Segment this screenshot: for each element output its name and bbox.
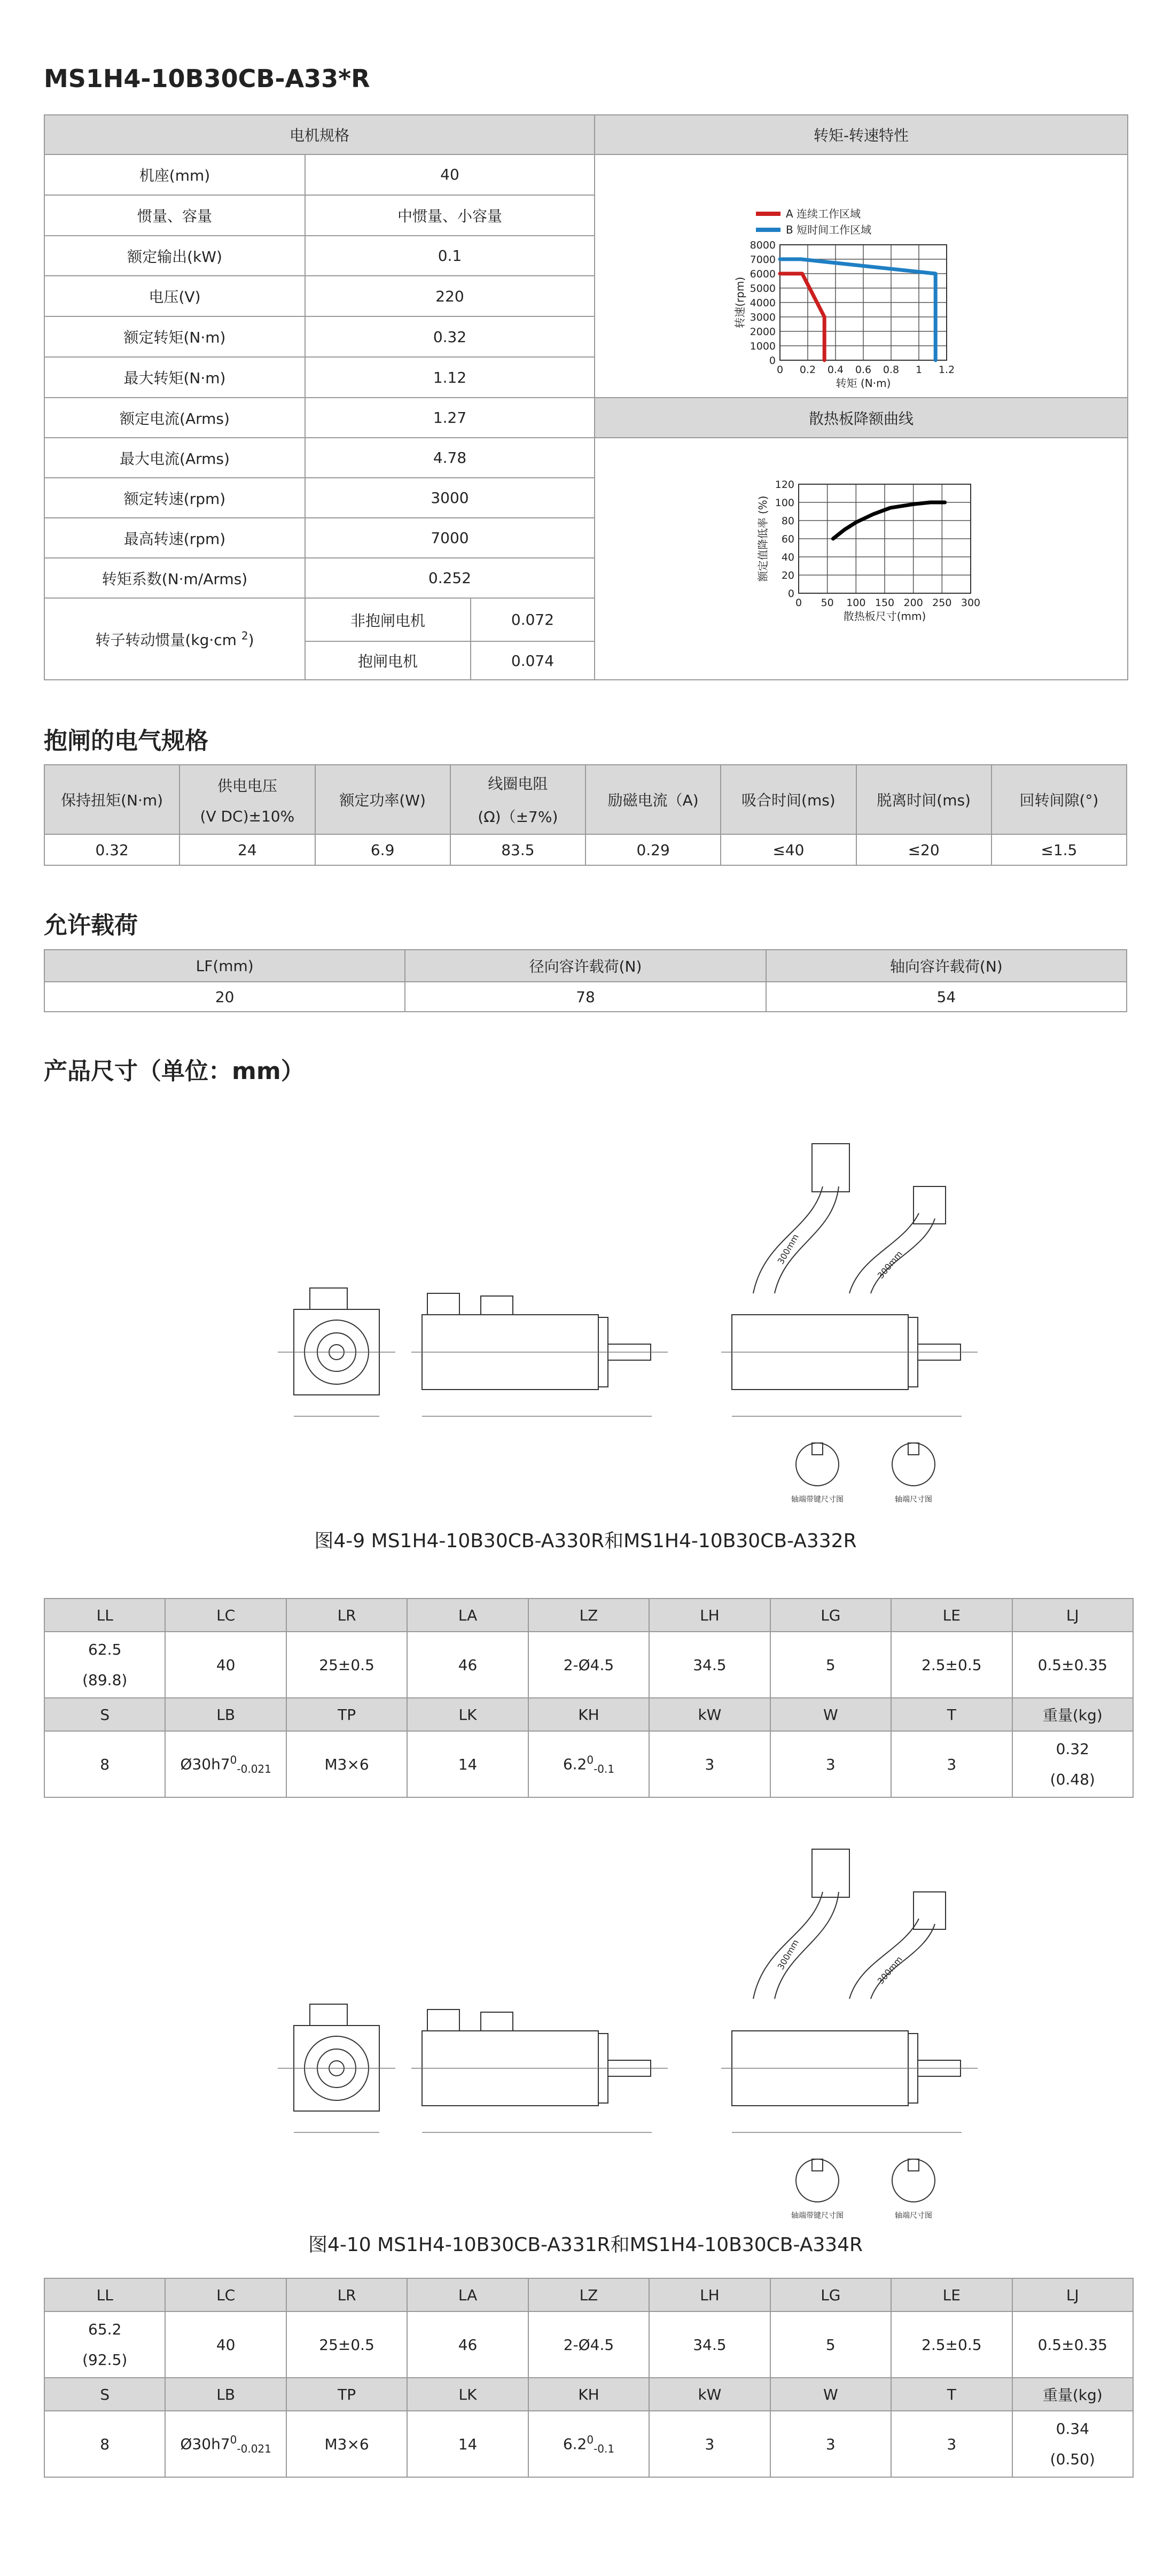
torque-speed-chart-cell [595,154,1128,398]
dim-value-cell: 46 [407,2311,528,2378]
dim-value-cell: 25±0.5 [286,1632,407,1698]
load-value-cell: 20 [44,982,405,1012]
spec-label: 转矩系数(N·m/Arms) [44,558,305,598]
connector-side-1 [427,1293,459,1315]
dimension-drawing-2 [251,1838,1010,2223]
brake-header-cell: 线圈电阻 (Ω)（±7%) [450,765,586,834]
dim-value-cell: 8 [44,2411,165,2477]
inertia-sub-value: 0.074 [471,641,595,680]
dimension-drawing-1 [251,1133,1010,1507]
inertia-label: 转子转动惯量(kg·cm $^2$) [44,598,305,680]
spec-value: 220 [305,276,595,316]
brake-header-cell: 额定功率(W) [315,765,450,834]
connector-plug-2 [914,1186,946,1224]
y-tick-label: 8000 [750,239,776,251]
spec-value: 4.78 [305,438,595,478]
legend-label: B 短时间工作区域 [786,223,872,236]
dim-header-cell: LJ [1012,2278,1134,2311]
spec-value: 1.27 [305,398,595,438]
shaft-end-plain [892,2159,935,2202]
dim-value-cell: M3×6 [286,2411,407,2477]
heat-panel-header: 散热板降额曲线 [595,398,1128,438]
dim-header-cell: S [44,1698,165,1731]
y-tick-label: 120 [775,479,794,491]
dim-value-cell: 62.5 (89.8) [44,1632,165,1698]
connector-side-1b [481,2012,513,2031]
brake-value-cell: 0.29 [586,834,721,865]
dim-header-cell: kW [649,2378,770,2411]
dim-value-cell: 3 [770,2411,891,2477]
load-header-cell: LF(mm) [44,950,405,982]
dim-header-cell: LE [891,1599,1012,1632]
key-slot-2 [908,2159,919,2171]
y-tick-label: 40 [781,552,794,563]
dim-value-cell: 3 [891,2411,1012,2477]
brake-table [44,764,1127,866]
dim-value-cell: 3 [891,1731,1012,1797]
dim-value-cell: $Ø30h7^0_{-0.021}$ [165,1731,286,1797]
dim-value-cell: 3 [649,1731,770,1797]
dim-header-cell: LG [770,1599,891,1632]
brake-value-cell: ≤40 [721,834,856,865]
spec-label: 额定转矩(N·m) [44,316,305,357]
spec-label: 惯量、容量 [44,195,305,236]
y-tick-label: 80 [781,515,794,527]
cable-2 [849,1213,919,1293]
key-slot [812,2159,823,2171]
load-header-cell: 径向容许载荷(N) [405,950,766,982]
dim-header-cell: LB [165,1698,286,1731]
x-tick-label: 100 [846,597,866,609]
motor-spec-header: 电机规格 [44,115,595,154]
dim-header-cell: LH [649,1599,770,1632]
x-tick-label: 0.2 [799,364,816,376]
dim-header-cell: TP [286,2378,407,2411]
y-tick-label: 100 [775,497,794,509]
dim-header-cell: LH [649,2278,770,2311]
dim-header-cell: KH [528,2378,649,2411]
y-tick-label: 3000 [750,312,776,323]
brake-header-cell: 保持扭矩(N·m) [44,765,179,834]
dim-value-cell: 34.5 [649,2311,770,2378]
x-tick-label: 1 [915,364,923,376]
y-tick-label: 5000 [750,283,776,294]
dim-header-cell: S [44,2378,165,2411]
spec-value: 3000 [305,478,595,518]
dim-header-cell: LC [165,1599,286,1632]
cable-length-label: 300mm [775,1937,801,1972]
dim-header-cell: LC [165,2278,286,2311]
spec-label: 额定输出(kW) [44,236,305,276]
front-connector [310,2004,347,2026]
dim-value-cell: 3 [770,1731,891,1797]
x-tick-label: 0.8 [883,364,900,376]
y-tick-label: 4000 [750,297,776,309]
brake-value-cell: 0.32 [44,834,179,865]
dim-value-cell: 0.34 (0.50) [1012,2411,1134,2477]
dim-value-cell: 2.5±0.5 [891,1632,1012,1698]
x-tick-label: 0 [795,597,802,609]
dim-value-cell: 14 [407,2411,528,2477]
connector-plug-2 [914,1892,946,1929]
dim-header-cell: T [891,1698,1012,1731]
load-section-title: 允许载荷 [44,912,138,939]
dims-section-title: 产品尺寸（单位：mm） [44,1058,305,1085]
x-tick-label: 1.2 [938,364,955,376]
brake-value-cell: 24 [179,834,315,865]
x-tick-label: 0 [776,364,784,376]
brake-header-cell: 回转间隙(°) [992,765,1127,834]
dim-value-cell: $Ø30h7^0_{-0.021}$ [165,2411,286,2477]
dim-header-cell: LB [165,2378,286,2411]
brake-header-cell: 脱离时间(ms) [856,765,992,834]
y-tick-label: 0 [787,588,794,600]
brake-value-cell: 83.5 [450,834,586,865]
y-tick-label: 0 [769,355,776,367]
key-slot-2 [908,1443,919,1455]
spec-value: 40 [305,154,595,195]
brake-header-cell: 励磁电流（A) [586,765,721,834]
dim-value-cell: 46 [407,1632,528,1698]
spec-label: 电压(V) [44,276,305,316]
y-tick-label: 1000 [750,340,776,352]
dim-value-cell: 3 [649,2411,770,2477]
cable-length-label: 300mm [875,1954,904,1987]
brake-value-cell: 6.9 [315,834,450,865]
figure-caption-1: 图4-9 MS1H4-10B30CB-A330R和MS1H4-10B30CB-A332R [314,1530,857,1552]
connector-plug-1 [812,1144,849,1192]
spec-value: 中惯量、小容量 [305,195,595,236]
dim-value-cell: 34.5 [649,1632,770,1698]
inertia-sub-value: 0.072 [471,598,595,641]
y-tick-label: 60 [781,533,794,545]
y-tick-label: 6000 [750,268,776,280]
dim-value-cell: 2-Ø4.5 [528,2311,649,2378]
dim-value-cell: 65.2 (92.5) [44,2311,165,2378]
dim-header-cell: LK [407,2378,528,2411]
x-tick-label: 150 [875,597,895,609]
heat-derating-chart-cell [595,438,1128,680]
brake-value-cell: ≤1.5 [992,834,1127,865]
key-slot [812,1443,823,1455]
dim-value-cell: 2-Ø4.5 [528,1632,649,1698]
dim-value-cell: 0.5±0.35 [1012,2311,1134,2378]
x-axis-label: 散热板尺寸(mm) [843,610,926,623]
inertia-sub-label: 抱闸电机 [305,641,471,680]
figure-caption-2: 图4-10 MS1H4-10B30CB-A331R和MS1H4-10B30CB-A334R [308,2234,863,2256]
dim-header-cell: LG [770,2278,891,2311]
x-tick-label: 0.6 [855,364,872,376]
shaft-end-label: 轴端带键尺寸图 [791,2212,844,2220]
brake-header-cell: 供电电压 (V DC)±10% [179,765,315,834]
dim-header-cell: T [891,2378,1012,2411]
front-connector [310,1288,347,1309]
spec-label: 额定转速(rpm) [44,478,305,518]
spec-value: 0.252 [305,558,595,598]
y-tick-label: 20 [781,570,794,581]
dim-value-cell: $6.2^0_{-0.1}$ [528,2411,649,2477]
x-tick-label: 300 [961,597,981,609]
dim-header-cell: LJ [1012,1599,1134,1632]
y-tick-label: 2000 [750,326,776,338]
inertia-sub-label: 非抱闸电机 [305,598,471,641]
page-title: MS1H4-10B30CB-A33*R [44,64,370,93]
cable-length-label: 300mm [775,1232,801,1266]
torque-speed-chart [596,155,1127,393]
spec-value: 0.1 [305,236,595,276]
x-tick-label: 50 [821,597,834,609]
dim-header-cell: LZ [528,1599,649,1632]
torque-panel-header: 转矩-转速特性 [595,115,1128,154]
dimension-table-2 [44,2278,1134,2478]
dim-header-cell: TP [286,1698,407,1731]
spec-label: 额定电流(Arms) [44,398,305,438]
dim-value-cell: 2.5±0.5 [891,2311,1012,2378]
dim-value-cell: 5 [770,2311,891,2378]
dim-value-cell: 0.5±0.35 [1012,1632,1134,1698]
spec-label: 机座(mm) [44,154,305,195]
dim-value-cell: M3×6 [286,1731,407,1797]
dim-value-cell: 40 [165,2311,286,2378]
cable-2 [849,1919,919,1999]
motor-spec-table [44,114,1128,680]
cable-length-label: 300mm [875,1248,904,1281]
load-value-cell: 78 [405,982,766,1012]
dim-header-cell: LA [407,1599,528,1632]
dim-value-cell: 8 [44,1731,165,1797]
spec-value: 0.32 [305,316,595,357]
dim-header-cell: W [770,2378,891,2411]
spec-value: 1.12 [305,357,595,398]
dim-header-cell: 重量(kg) [1012,2378,1134,2411]
y-axis-label: 额定值降低率 (%) [756,495,769,582]
dim-header-cell: LL [44,1599,165,1632]
dimension-table-1 [44,1598,1134,1798]
shaft-end-label: 轴端尺寸图 [895,2212,932,2220]
shaft-end-label: 轴端尺寸图 [895,1495,932,1504]
x-tick-label: 0.4 [827,364,844,376]
x-axis-label: 转矩 (N·m) [836,377,891,390]
dim-header-cell: 重量(kg) [1012,1698,1134,1731]
dim-header-cell: LR [286,1599,407,1632]
brake-value-cell: ≤20 [856,834,992,865]
dim-header-cell: LE [891,2278,1012,2311]
connector-plug-1 [812,1849,849,1897]
y-tick-label: 7000 [750,254,776,266]
brake-section-title: 抱闸的电气规格 [44,727,208,755]
dim-header-cell: KH [528,1698,649,1731]
dim-value-cell: 5 [770,1632,891,1698]
heat-derating-chart [596,438,1127,676]
dim-header-cell: W [770,1698,891,1731]
spec-label: 最大电流(Arms) [44,438,305,478]
connector-side-1 [427,2009,459,2031]
load-table [44,949,1127,1012]
dim-header-cell: LK [407,1698,528,1731]
dim-header-cell: LL [44,2278,165,2311]
spec-label: 最大转矩(N·m) [44,357,305,398]
dim-header-cell: LZ [528,2278,649,2311]
shaft-end-plain [892,1443,935,1486]
dim-value-cell: 14 [407,1731,528,1797]
dim-value-cell: $6.2^0_{-0.1}$ [528,1731,649,1797]
dim-header-cell: kW [649,1698,770,1731]
legend-label: A 连续工作区域 [786,207,861,220]
y-axis-label: 转速(rpm) [733,276,746,329]
x-tick-label: 250 [932,597,952,609]
load-header-cell: 轴向容许载荷(N) [766,950,1127,982]
dim-header-cell: LA [407,2278,528,2311]
x-tick-label: 200 [903,597,923,609]
dim-value-cell: 40 [165,1632,286,1698]
dim-value-cell: 0.32 (0.48) [1012,1731,1134,1797]
dim-value-cell: 25±0.5 [286,2311,407,2378]
shaft-end-keyed [796,1443,839,1486]
connector-side-1b [481,1296,513,1315]
shaft-end-label: 轴端带键尺寸图 [791,1495,844,1504]
brake-header-cell: 吸合时间(ms) [721,765,856,834]
shaft-end-keyed [796,2159,839,2202]
spec-label: 最高转速(rpm) [44,518,305,558]
load-value-cell: 54 [766,982,1127,1012]
spec-value: 7000 [305,518,595,558]
dim-header-cell: LR [286,2278,407,2311]
